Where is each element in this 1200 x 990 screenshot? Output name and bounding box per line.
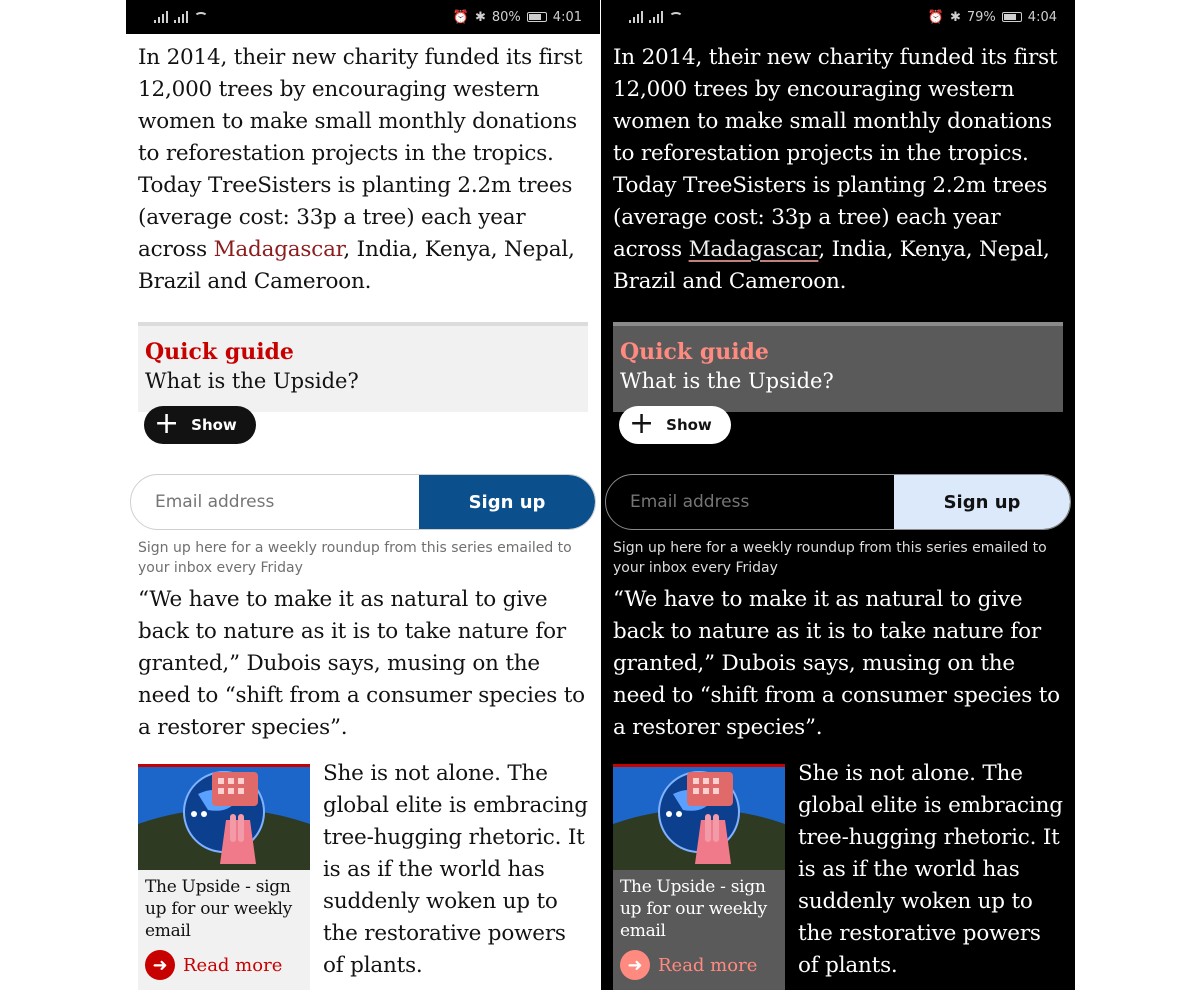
plus-icon: +: [629, 405, 655, 441]
sign-up-button[interactable]: Sign up: [419, 475, 595, 529]
wifi-icon: [194, 12, 208, 22]
battery-icon: [527, 12, 547, 22]
email-input[interactable]: [606, 475, 894, 529]
arrow-right-icon: ➜: [145, 950, 175, 980]
email-input[interactable]: [131, 475, 419, 529]
bluetooth-icon: ✱: [949, 9, 961, 25]
guide-title: What is the Upside?: [620, 369, 834, 393]
phone-screen-dark: [601, 0, 1075, 990]
alarm-icon: ⏰: [452, 9, 469, 25]
read-more-label: Read more: [658, 954, 758, 976]
paragraph-text: , India, Kenya, Nepal, Brazil and Cameroon.: [138, 237, 575, 294]
article-paragraph: [126, 42, 600, 298]
guide-body: [613, 326, 1063, 412]
article-paragraph: “We have to make it as natural to give back to nature as it is to take nature for granted,” Dubois says, musing on the need to “shift from a consumer species to a restorer species”.: [138, 587, 585, 740]
article-paragraph: She is not alone. The global elite is embracing tree-hugging rhetoric. It is as if the world has suddenly woken up to the restorative powers of plants.: [798, 761, 1063, 978]
article-paragraph: “We have to make it as natural to give back to nature as it is to take nature for granted,” Dubois says, musing on the need to “shift from a consumer species to a restorer species”.: [613, 587, 1060, 740]
article-bottom-row: [126, 761, 600, 990]
status-bar: [126, 0, 600, 34]
show-button[interactable]: [619, 406, 731, 444]
guide-title: What is the Upside?: [145, 369, 359, 393]
guide-kicker: Quick guide: [145, 339, 294, 365]
cellular-signal-icon: [649, 11, 663, 23]
arrow-right-icon: ➜: [620, 950, 650, 980]
status-bar: [601, 0, 1075, 34]
article-paragraph: [601, 42, 1075, 298]
plus-icon: +: [154, 405, 180, 441]
newsletter-signup-form: [605, 474, 1071, 530]
bluetooth-icon: ✱: [474, 9, 486, 25]
cellular-signal-icon: [629, 11, 643, 23]
card-title: The Upside - sign up for our weekly email: [620, 877, 767, 941]
wifi-icon: [669, 12, 683, 22]
show-label: Show: [666, 416, 712, 434]
alarm-icon: ⏰: [927, 9, 944, 25]
globe-illustration: [138, 764, 310, 870]
show-button[interactable]: [144, 406, 256, 444]
signup-helper-text: Sign up here for a weekly roundup from this series emailed to your inbox every Friday: [138, 540, 572, 576]
guide-body: [138, 326, 588, 412]
guide-kicker: Quick guide: [620, 339, 769, 365]
madagascar-link[interactable]: Madagascar: [213, 237, 344, 262]
battery-percentage: 79%: [966, 9, 996, 25]
show-label: Show: [191, 416, 237, 434]
read-more-link[interactable]: [620, 950, 757, 980]
clock: 4:04: [1027, 9, 1057, 25]
read-more-link[interactable]: [145, 950, 282, 980]
newsletter-promo-card[interactable]: [138, 764, 310, 990]
paragraph-text: In 2014, their new charity funded its first 12,000 trees by encouraging western women to make small monthly donations to reforestation projects in the tropics. Today TreeSisters is planting 2.2m trees (average cost: 33p a tree) each year across: [613, 45, 1058, 262]
newsletter-promo-card[interactable]: [613, 764, 785, 990]
globe-illustration: [613, 764, 785, 870]
signup-helper-text: Sign up here for a weekly roundup from this series emailed to your inbox every Friday: [613, 540, 1047, 576]
cellular-signal-icon: [174, 11, 188, 23]
newsletter-signup-form: [130, 474, 596, 530]
paragraph-text: , India, Kenya, Nepal, Brazil and Cameroon.: [613, 237, 1050, 294]
phone-screen-light: [126, 0, 600, 990]
article-bottom-row: [601, 761, 1075, 990]
cellular-signal-icon: [154, 11, 168, 23]
article-paragraph: She is not alone. The global elite is embracing tree-hugging rhetoric. It is as if the world has suddenly woken up to the restorative powers of plants.: [323, 761, 588, 978]
read-more-label: Read more: [183, 954, 283, 976]
madagascar-link[interactable]: Madagascar: [688, 237, 819, 262]
sign-up-button[interactable]: Sign up: [894, 475, 1070, 529]
quick-guide: [613, 322, 1063, 441]
paragraph-text: In 2014, their new charity funded its first 12,000 trees by encouraging western women to make small monthly donations to reforestation projects in the tropics. Today TreeSisters is planting 2.2m trees (average cost: 33p a tree) each year across: [138, 45, 583, 262]
clock: 4:01: [552, 9, 582, 25]
card-title: The Upside - sign up for our weekly email: [145, 877, 292, 941]
quick-guide: [138, 322, 588, 441]
battery-percentage: 80%: [491, 9, 521, 25]
battery-icon: [1002, 12, 1022, 22]
